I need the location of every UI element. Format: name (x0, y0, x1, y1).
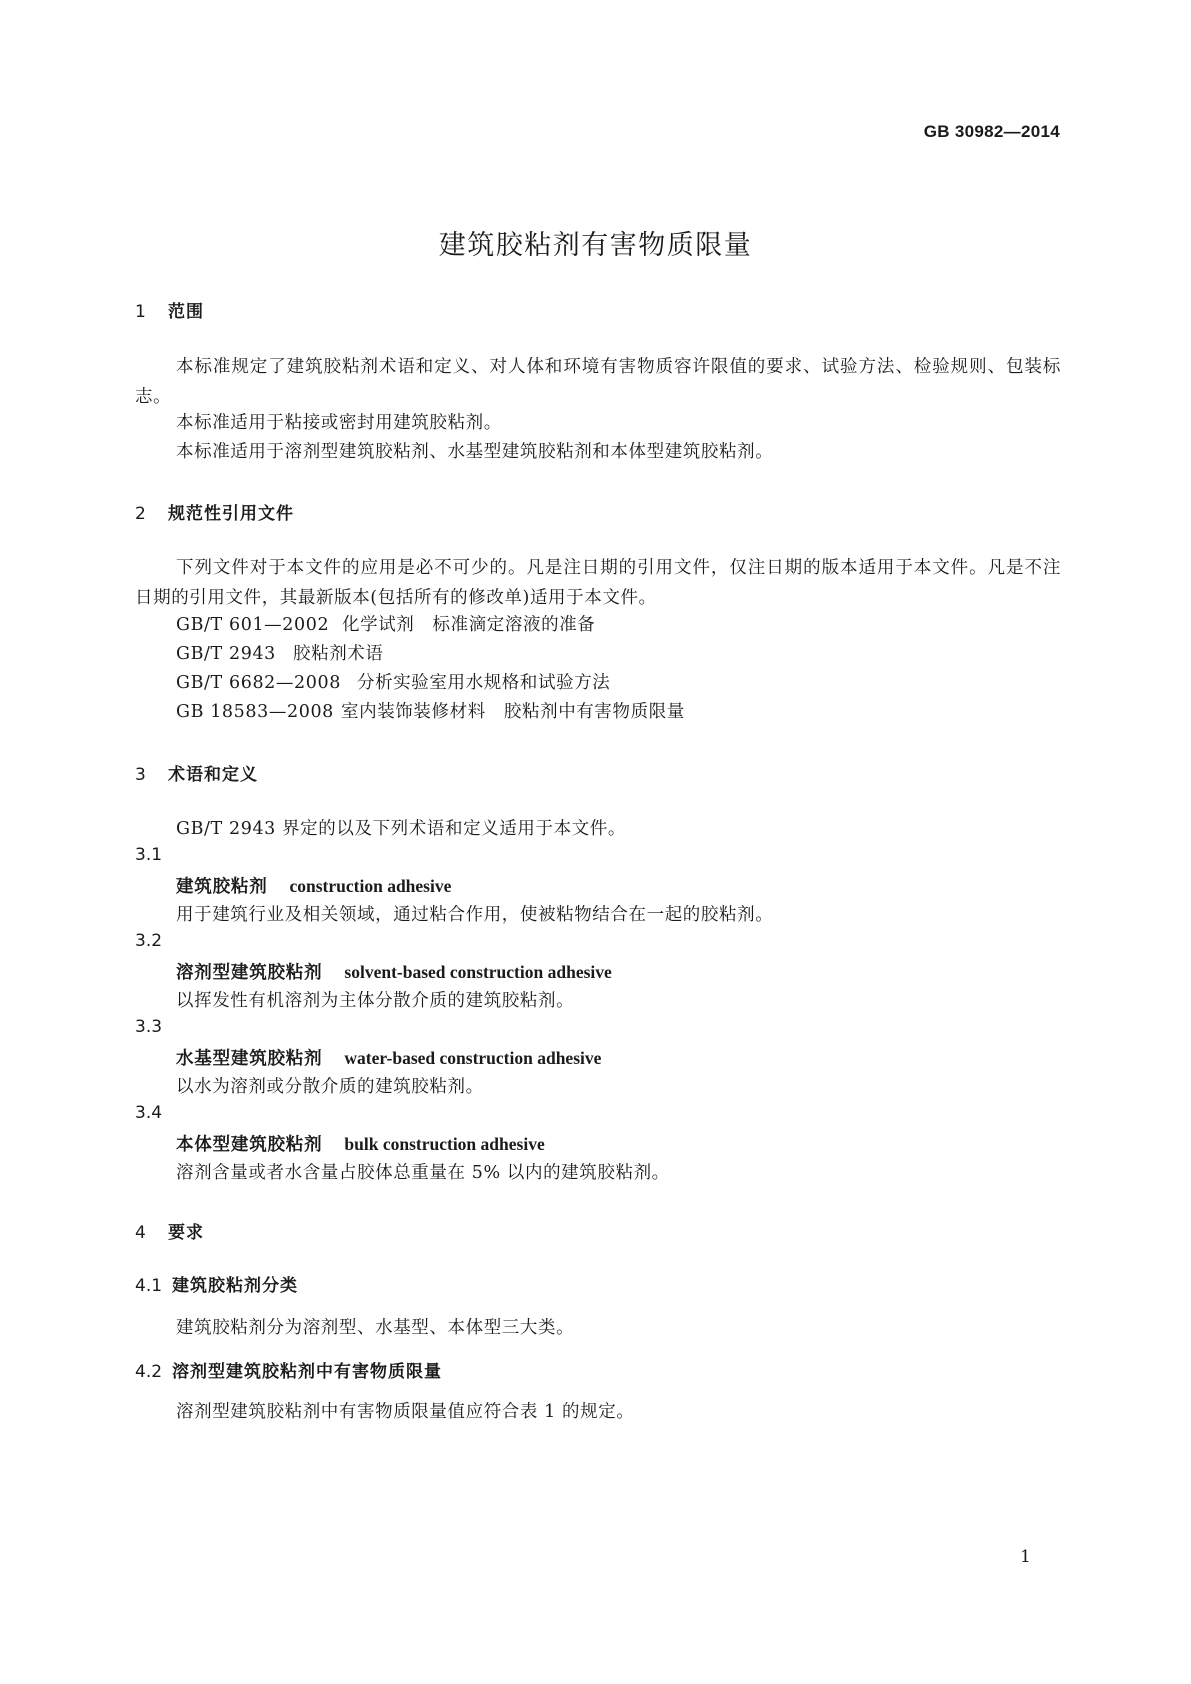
reference-title: 分析实验室用水规格和试验方法 (357, 673, 611, 693)
term-name-en: water-based construction adhesive (344, 1048, 602, 1068)
normative-reference (176, 698, 685, 723)
term-definition: 溶剂含量或者水含量占胶体总重量在 5% 以内的建筑胶粘剂。 (176, 1163, 670, 1183)
term-name (176, 1131, 545, 1156)
term-name-zh: 水基型建筑胶粘剂 (176, 1049, 323, 1069)
term-definition: 以挥发性有机溶剂为主体分散介质的建筑胶粘剂。 (176, 991, 575, 1011)
section-title: 规范性引用文件 (168, 504, 294, 524)
reference-code: GB 18583—2008 (176, 702, 334, 722)
reference-title: 胶粘剂术语 (293, 644, 384, 664)
section-title: 要求 (168, 1223, 204, 1243)
paragraph: 建筑胶粘剂分为溶剂型、水基型、本体型三大类。 (176, 1318, 575, 1338)
page-number: 1 (1020, 1547, 1031, 1567)
subsection-number: 4.1 (135, 1276, 163, 1296)
reference-code: GB/T 6682—2008 (176, 673, 341, 693)
section-3-heading (135, 760, 258, 785)
reference-code: GB/T 2943 (176, 644, 276, 664)
term-name-zh: 建筑胶粘剂 (176, 877, 268, 897)
paragraph: 本标准适用于粘接或密封用建筑胶粘剂。 (176, 413, 502, 433)
term-name-en: bulk construction adhesive (344, 1134, 545, 1154)
section-4-heading (135, 1218, 204, 1243)
section-title: 术语和定义 (168, 765, 258, 785)
term-number: 3.1 (135, 845, 163, 865)
term-number: 3.3 (135, 1017, 163, 1037)
subsection-number: 4.2 (135, 1362, 163, 1382)
normative-reference (176, 611, 595, 636)
paragraph: 下列文件对于本文件的应用是必不可少的。凡是注日期的引用文件，仅注日期的版本适用于本文件。凡是不注日期的引用文件，其最新版本(包括所有的修改单)适用于本文件。 (135, 558, 1061, 608)
term-name (176, 959, 612, 984)
section-title: 范围 (168, 302, 204, 322)
normative-reference (176, 669, 610, 694)
subsection-4-1-heading (135, 1271, 298, 1296)
section-number: 4 (135, 1223, 146, 1243)
term-name-en: construction adhesive (289, 876, 452, 896)
term-number: 3.4 (135, 1103, 163, 1123)
paragraph: 溶剂型建筑胶粘剂中有害物质限量值应符合表 1 的规定。 (176, 1402, 635, 1422)
reference-code: GB/T 601—2002 (176, 615, 330, 635)
term-number: 3.2 (135, 931, 163, 951)
term-name (176, 1045, 601, 1070)
term-definition: 以水为溶剂或分散介质的建筑胶粘剂。 (176, 1077, 484, 1097)
section-number: 3 (135, 765, 146, 785)
paragraph: 本标准规定了建筑胶粘剂术语和定义、对人体和环境有害物质容许限值的要求、试验方法、检验规则、包装标志。 (135, 357, 1061, 407)
section-number: 2 (135, 504, 146, 524)
paragraph: GB/T 2943 界定的以及下列术语和定义适用于本文件。 (176, 819, 626, 839)
subsection-title: 溶剂型建筑胶粘剂中有害物质限量 (172, 1362, 442, 1382)
section-number: 1 (135, 302, 146, 322)
term-name-zh: 本体型建筑胶粘剂 (176, 1135, 323, 1155)
term-name (176, 873, 451, 898)
reference-title: 化学试剂 标准滴定溶液的准备 (342, 615, 596, 635)
term-name-zh: 溶剂型建筑胶粘剂 (176, 963, 323, 983)
standard-code: GB 30982—2014 (923, 122, 1060, 141)
subsection-title: 建筑胶粘剂分类 (172, 1276, 298, 1296)
term-definition: 用于建筑行业及相关领域，通过粘合作用，使被粘物结合在一起的胶粘剂。 (176, 905, 774, 925)
section-2-heading (135, 499, 294, 524)
section-1-heading (135, 297, 204, 322)
reference-title: 室内装饰装修材料 胶粘剂中有害物质限量 (341, 702, 685, 722)
subsection-4-2-heading (135, 1357, 442, 1382)
term-name-en: solvent-based construction adhesive (344, 962, 612, 982)
paragraph: 本标准适用于溶剂型建筑胶粘剂、水基型建筑胶粘剂和本体型建筑胶粘剂。 (176, 442, 774, 462)
normative-reference (176, 640, 384, 665)
document-title: 建筑胶粘剂有害物质限量 (438, 230, 753, 261)
